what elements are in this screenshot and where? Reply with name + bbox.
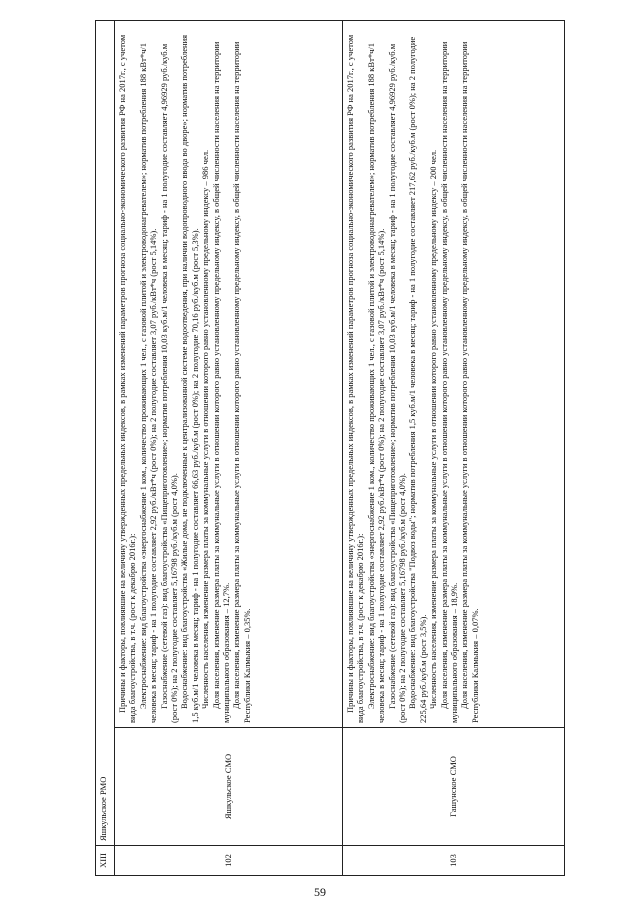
row-description (115, 21, 343, 728)
paragraph: Водоснабжение: вид благоустройства «Жилые дома, не подключенные к централизованной системе водоотведения, при наличии водопроводного ввода во дворе»; норматив потребления 1,5 куб.м/1 человека в месяц; тариф - на 1 полугодие составляет 66,63 руб./куб.м (рост 0%); на 2 полугодие 70,16 руб./куб.м (рост 5,3%). (179, 34, 200, 723)
row-number: 102 (115, 846, 343, 876)
paragraph: Электроснабжение: вид благоустройства «энергоснабжение 1 ком., количество проживающих 1 чел., с газовой плитой и электроводонагревателем»; норматив потребления 188 кВт*ч/1 человека в месяц; тариф - на 1 полугодие составляет 2,92 руб./кВт*ч (рост 0%); на 2 полугодие составляет 3,07 руб./кВт*ч (рост 5,14%). (365, 43, 387, 723)
paragraph: Электроснабжение: вид благоустройства «энергоснабжение 1 ком., количество проживающих 1 чел., с газовой плитой и электроводонагревателем»; норматив потребления 188 кВт*ч/1 человека в месяц; тариф - на 1 полугодие составляет 2,92 руб./кВт*ч (рост 0%); на 2 полугодие составляет 3,07 руб./кВт*ч (рост 5,14%). (137, 43, 159, 723)
paragraph: Численность населения, изменение размера платы за коммунальные услуги в отношении которого равно установленному предельному индексу – 200 чел. (428, 149, 439, 709)
paragraph: Причины и факторы, повлиявшие на величину утвержденных предельных индексов, в рамках изменений параметров прогноза социально-экономического развития РФ на 2017г., с учетом вида благоустройства, в т.ч. (рост к декабрю 2016г.): (117, 34, 138, 723)
rotated-table-container (95, 20, 565, 876)
paragraph: Газоснабжение (сетевой газ): вид благоустройства «Пищеприготовление»; норматив потребления 10,03 куб.м/1 человека в месяц; тариф - на 1 полугодие составляет 4,96929 руб./куб.м (рост 0%); на 2 полугодие составляет 5,16798 руб./куб.м (рост 4,0%). (386, 43, 408, 723)
row-number: 103 (343, 846, 565, 876)
tariff-table (95, 20, 565, 876)
document-frame (95, 20, 565, 876)
paragraph: Водоснабжение: вид благоустройства "Подвоз воды"; норматив потребления 1,5 куб.м/1 человека в месяц; тариф - на 1 полугодие составляет 217,62 руб./куб.м (рост 0%); на 2 полугодие 225,64 руб./куб.м (рост 3,5%). (407, 36, 428, 723)
paragraph: Численность населения, изменение размера платы за коммунальные услуги в отношении которого равно установленному предельному индексу – 986 чел. (200, 149, 211, 709)
paragraph: Причины и факторы, повлиявшие на величину утвержденных предельных индексов, в рамках изменений параметров прогноза социально-экономического развития РФ на 2017г., с учетом вида благоустройства, в т.ч. (рост к декабрю 2016г.): (345, 34, 366, 723)
paragraph: Доля населения, изменение размера платы за коммунальные услуги в отношении которого равно установленному предельному индексу, в общей численности населения на территории муниципального образования – 12,7%. (210, 41, 232, 723)
municipality-name: Гашунское СМО (343, 728, 565, 846)
paragraph: Доля населения, изменение размера платы за коммунальные услуги в отношении которого равно установленному предельному индексу, в общей численности населения на территории Республики Калмыкия – 0,35%. (231, 41, 252, 723)
paragraph: Газоснабжение (сетевой газ): вид благоустройства «Пищеприготовление»; норматив потребления 10,03 куб.м/1 человека в месяц; тариф - на 1 полугодие составляет 4,96929 руб./куб.м (рост 0%); на 2 полугодие составляет 5,16798 руб./куб.м (рост 4,0%). (158, 43, 180, 723)
row-description (343, 21, 565, 728)
region-code: XIII (96, 846, 115, 876)
region-header-row (96, 21, 115, 876)
table-row (343, 21, 565, 876)
municipality-name: Яшкульское СМО (115, 728, 343, 846)
page-number: 59 (314, 885, 326, 899)
region-name: Яшкульское РМО (96, 21, 115, 846)
paragraph: Доля населения, изменение размера платы за коммунальные услуги в отношении которого равно установленному предельному индексу, в общей численности населения на территории муниципального образования – 18,9%. (438, 41, 460, 723)
paragraph: Доля населения, изменение размера платы за коммунальные услуги в отношении которого равно установленному предельному индексу, в общей численности населения на территории Республики Калмыкия – 0,07%. (459, 41, 480, 723)
table-row (115, 21, 343, 876)
